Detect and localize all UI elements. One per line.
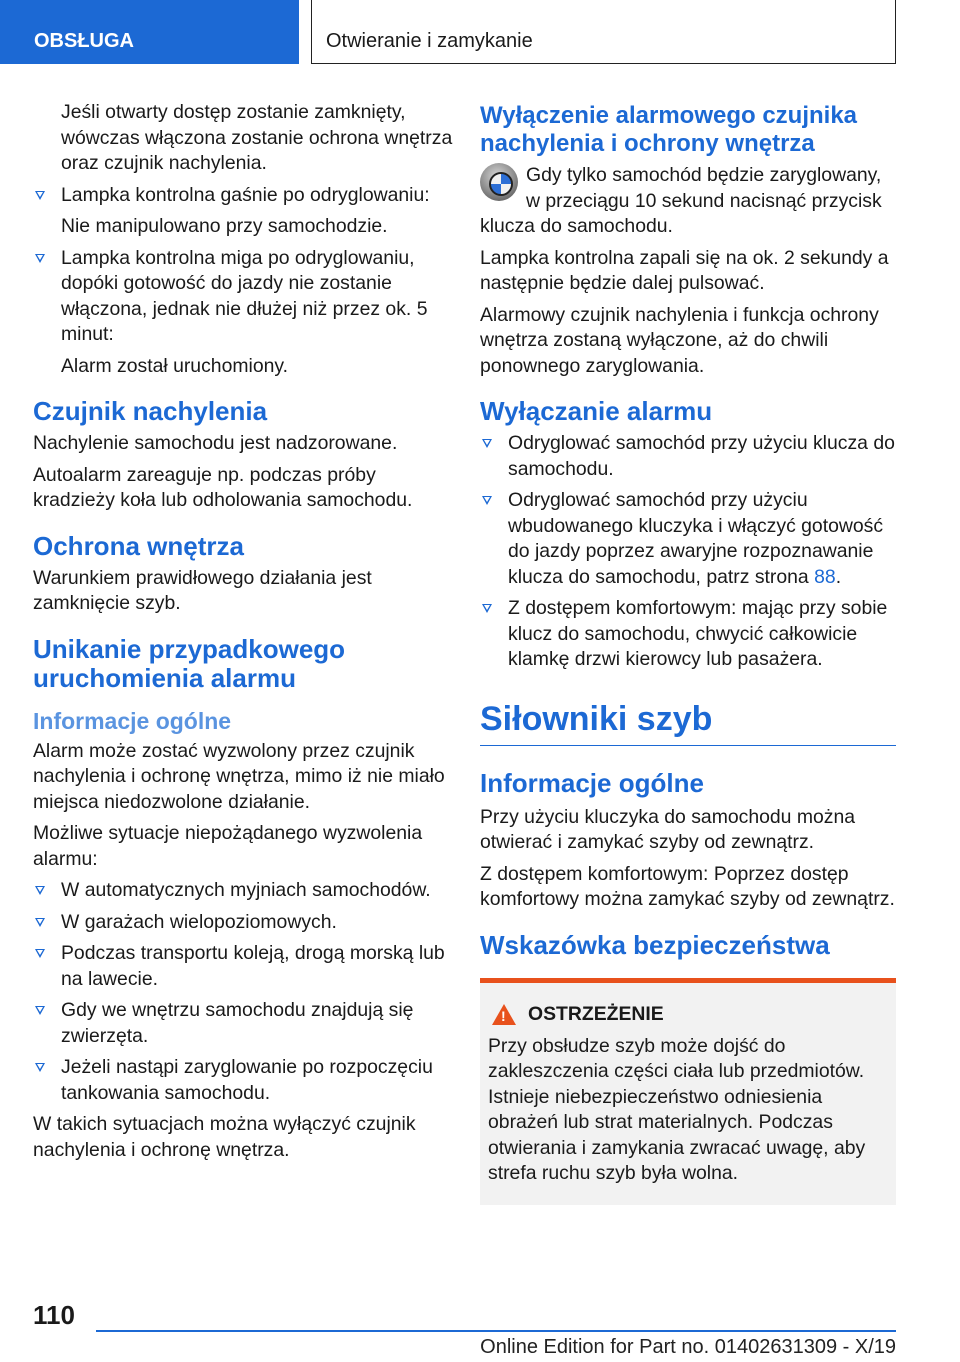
paragraph: Lampka kontrolna zapali się na ok. 2 sekundy a następnie będzie dalej pulsować. <box>480 246 889 294</box>
list-item: Z dostępem komfortowym: mając przy sobie klucz do samochodu, chwycić całkowicie klamkę drzwi kierowcy lub pasażera. <box>480 596 896 673</box>
heading-unikanie: Unikanie przypadkowego uruchomienia alarmu <box>33 633 346 693</box>
heading-silowniki: Siłowniki szyb <box>480 699 896 746</box>
situations-list <box>33 878 453 1106</box>
list-item: W automatycznych myjniach samochodów. <box>33 878 453 904</box>
bullet-triangle-icon <box>482 439 492 448</box>
paragraph: Możliwe sytuacje niepożądanego wyzwolenia alarmu: <box>33 822 423 870</box>
intro-paragraph: Jeśli otwarty dostęp zostanie zamknięty, wówczas włączona zostanie ochrona wnętrza oraz czujnik nachylenia. <box>61 101 453 174</box>
right-column <box>480 100 896 1205</box>
list-item: Gdy we wnętrzu samochodu znajdują się zwierzęta. <box>33 998 453 1049</box>
paragraph: Nachylenie samochodu jest nadzorowane. <box>33 432 398 454</box>
footer-edition: Online Edition for Part no. 01402631309 - X/19 <box>480 1336 896 1358</box>
bullet-triangle-icon <box>35 949 45 958</box>
chapter-title <box>311 0 896 64</box>
paragraph: Alarmowy czujnik nachylenia i funkcja ochrony wnętrza zostaną wyłączone, aż do chwili ponownego zaryglowania. <box>480 303 879 377</box>
paragraph: Autoalarm zareaguje np. podczas próby kradzieży koła lub odholowania samochodu. <box>33 463 413 511</box>
list-item: Podczas transportu koleją, drogą morską lub na lawecie. <box>33 941 453 992</box>
list-item: Odryglować samochód przy użyciu wbudowanego kluczyka i włączyć gotowość do jazdy poprzez awaryjne rozpoznawanie klucza do samochodu, patrz strona 88. <box>480 488 896 590</box>
list-item: Lampka kontrolna miga po odryglowaniu, dopóki gotowość do jazdy nie zostanie włączona, jednak nie dłużej niż przez ok. 5 minut: Alarm został uruchomiony. <box>33 246 453 380</box>
heading-czujnik: Czujnik nachylenia <box>33 396 268 426</box>
bullet-triangle-icon <box>35 886 45 895</box>
heading-wylaczanie-alarmu: Wyłączanie alarmu <box>480 396 713 426</box>
paragraph: W takich sytuacjach można wyłączyć czujnik nachylenia i ochronę wnętrza. <box>33 1113 416 1161</box>
list-item: W garażach wielopoziomowych. <box>33 910 453 936</box>
heading-wylaczenie-czujnika: Wyłączenie alarmowego czujnika nachylenia i ochrony wnętrza <box>480 102 858 157</box>
page-reference-link[interactable]: 88 <box>814 565 836 588</box>
chapter-title-text: Otwieranie i zamykanie <box>326 30 533 52</box>
disable-alarm-list <box>480 431 896 673</box>
section-label: OBSŁUGA <box>34 30 134 52</box>
subheading-info: Informacje ogólne <box>33 707 232 734</box>
bullet-triangle-icon <box>35 1006 45 1015</box>
list-item-result: Alarm został uruchomiony. <box>61 354 289 377</box>
paragraph: Warunkiem prawidłowego działania jest zamknięcie szyb. <box>33 566 372 614</box>
list-item: Lampka kontrolna gaśnie po odryglowaniu: Nie manipulowano przy samochodzie. <box>33 183 453 240</box>
key-paragraph: Gdy tylko samochód będzie zaryglowany, w przeciągu 10 sekund nacisnąć przycisk klucza do samochodu. <box>480 164 882 237</box>
warning-title: OSTRZEŻENIE <box>528 1002 664 1025</box>
bullet-triangle-icon <box>482 604 492 613</box>
heading-wskazowka: Wskazówka bezpieczeństwa <box>480 929 830 960</box>
indicator-list <box>33 183 453 380</box>
car-key-icon <box>480 163 518 201</box>
bullet-triangle-icon <box>482 496 492 505</box>
bullet-triangle-icon <box>35 918 45 927</box>
paragraph: Alarm może zostać wyzwolony przez czujnik nachylenia i ochronę wnętrza, mimo iż nie miało miejsca niedozwolone działanie. <box>33 739 445 813</box>
list-item: Odryglować samochód przy użyciu klucza do samochodu. <box>480 431 896 482</box>
page-number: 110 <box>33 1300 75 1330</box>
warning-text: Przy obsłudze szyb może dojść do zakleszczenia części ciała lub przedmiotów. Istnieje niebezpieczeństwo odniesienia obrażeń lub strat materialnych. Podczas otwierania i zamykania zwracać uwagę, aby strefa ruchu szyb była wolna. <box>488 1034 866 1184</box>
list-item: Jeżeli nastąpi zaryglowanie po rozpoczęciu tankowania samochodu. <box>33 1055 453 1106</box>
bullet-triangle-icon <box>35 1063 45 1072</box>
bullet-triangle-icon <box>35 254 45 263</box>
warning-box <box>480 978 896 1205</box>
heading-ochrona: Ochrona wnętrza <box>33 530 244 561</box>
footer-divider <box>96 1330 896 1332</box>
paragraph: Przy użyciu kluczyka do samochodu można otwierać i zamykać szyby od zewnątrz. <box>480 805 856 853</box>
bullet-triangle-icon <box>35 191 45 200</box>
section-tab <box>0 0 299 64</box>
subheading-info: Informacje ogólne <box>480 767 704 798</box>
paragraph: Z dostępem komfortowym: Poprzez dostęp komfortowy można zamykać szyby od zewnątrz. <box>480 862 895 910</box>
list-item-result: Nie manipulowano przy samochodzie. <box>61 215 388 237</box>
left-column <box>33 100 453 1169</box>
warning-triangle-icon <box>492 1004 516 1025</box>
